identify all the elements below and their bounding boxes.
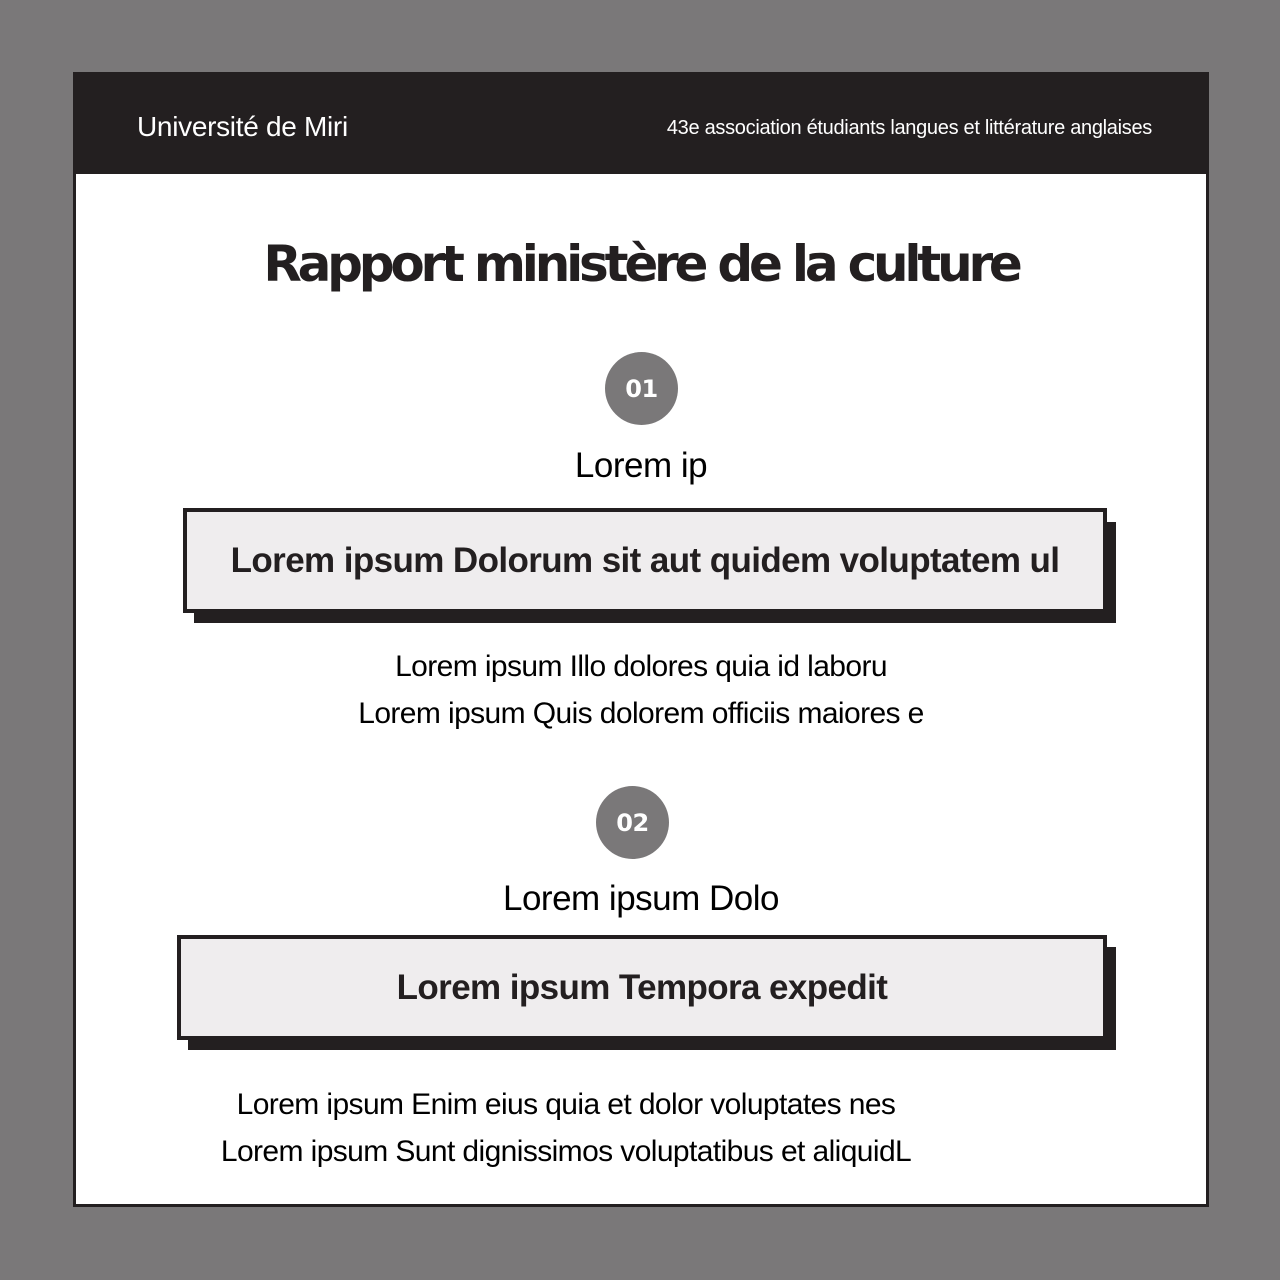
body-line: Lorem ipsum Quis dolorem officiis maiores e <box>358 697 924 730</box>
association-name: 43e association étudiants langues et littérature anglaises <box>666 117 1152 139</box>
section-body <box>1 1081 1131 1175</box>
section-number-badge <box>596 786 669 859</box>
university-name: Université de Miri <box>137 111 348 142</box>
body-line: Lorem ipsum Illo dolores quia id laboru <box>395 650 887 683</box>
highlight-text: Lorem ipsum Dolorum sit aut quidem voluptatem ul <box>230 540 1060 580</box>
section-body <box>76 643 1206 737</box>
header-bar <box>76 75 1206 174</box>
section-subheading: Lorem ipsum Dolo <box>503 879 779 918</box>
report-card <box>73 72 1209 1207</box>
section-subheading: Lorem ip <box>574 446 708 485</box>
section-number-badge <box>605 352 678 425</box>
body-line: Lorem ipsum Enim eius quia et dolor voluptates nes <box>236 1088 896 1121</box>
section-number: 02 <box>616 808 649 837</box>
highlight-text: Lorem ipsum Tempora expedit <box>396 967 888 1007</box>
body-line: Lorem ipsum Sunt dignissimos voluptatibus et aliquidL <box>220 1135 912 1168</box>
highlight-box <box>177 935 1107 1040</box>
page-title: Rapport ministère de la culture <box>263 235 1019 293</box>
highlight-box <box>183 508 1107 613</box>
section-number: 01 <box>625 374 658 403</box>
